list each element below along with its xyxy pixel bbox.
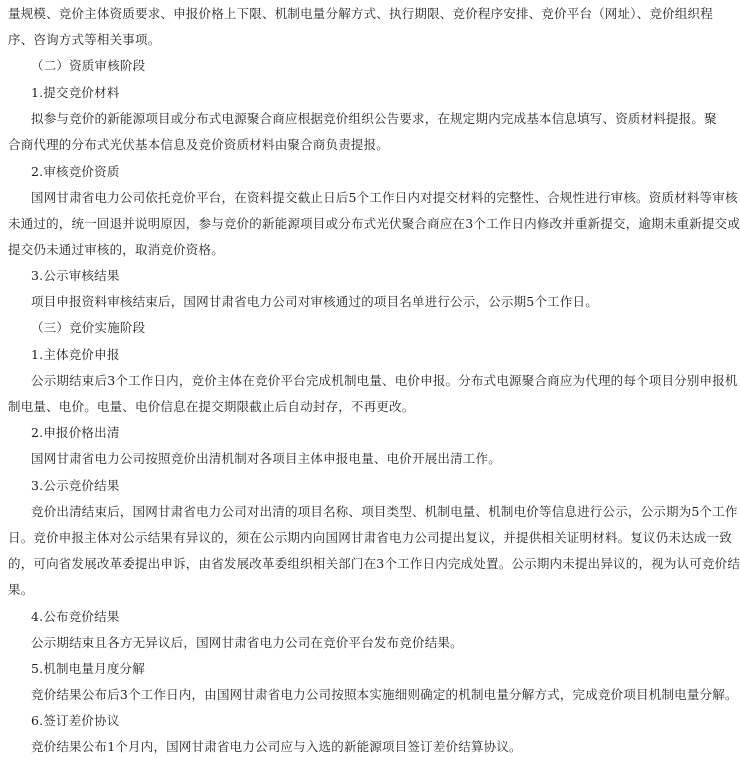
section-heading: （二）资质审核阶段 — [31, 58, 146, 73]
paragraph-line: 合商代理的分布式光伏基本信息及竞价资质材料由聚合商负责提报。 — [8, 137, 390, 152]
subsection-heading: 2.审核竞价资质 — [31, 164, 120, 179]
paragraph-line: 项目申报资料审核结束后，国网甘肃省电力公司对审核通过的项目名单进行公示，公示期5个工作日。 — [31, 294, 598, 309]
subsection-heading: 6.签订差价协议 — [31, 713, 120, 728]
paragraph-line: 拟参与竞价的新能源项目或分布式电源聚合商应根据竞价组织公告要求，在规定期内完成基本信息填写、资质材料提报。聚 — [31, 111, 717, 126]
paragraph-line: 日。竞价申报主体对公示结果有异议的，须在公示期内向国网甘肃省电力公司提出复议，并提供相关证明材料。复议仍未达成一致 — [8, 530, 732, 545]
subsection-heading: 1.提交竞价材料 — [31, 85, 120, 100]
paragraph-line: 未通过的，统一回退并说明原因，参与竞价的新能源项目或分布式光伏聚合商应在3个工作日内修改并重新提交，逾期未重新提交或 — [8, 216, 740, 231]
paragraph-line: 提交仍未通过审核的，取消竞价资格。 — [8, 242, 224, 257]
paragraph-line: 竞价出清结束后，国网甘肃省电力公司对出清的项目名称、项目类型、机制电量、机制电价等信息进行公示，公示期为5个工作 — [31, 504, 738, 519]
paragraph-line: 国网甘肃省电力公司依托竞价平台，在资料提交截止日后5个工作日内对提交材料的完整性、合规性进行审核。资质材料等审核 — [31, 190, 738, 205]
paragraph-line: 竞价结果公布后3个工作日内，由国网甘肃省电力公司按照本实施细则确定的机制电量分解方式，完成竞价项目机制电量分解。 — [31, 687, 738, 702]
subsection-heading: 3.公示审核结果 — [31, 268, 120, 283]
paragraph-line: 果。 — [8, 582, 34, 597]
subsection-heading: 3.公示竞价结果 — [31, 478, 120, 493]
paragraph-line: 的，可向省发展改革委提出申诉，由省发展改革委组织相关部门在3个工作日内完成处置。公示期内未提出异议的，视为认可竞价结 — [8, 556, 740, 571]
paragraph-line: 制电量、电价。电量、电价信息在提交期限截止后自动封存，不再更改。 — [8, 399, 415, 414]
paragraph-line: 公示期结束且各方无异议后，国网甘肃省电力公司在竞价平台发布竞价结果。 — [31, 635, 463, 650]
section-heading: （三）竞价实施阶段 — [31, 320, 146, 335]
subsection-heading: 2.申报价格出清 — [31, 425, 120, 440]
paragraph-line: 国网甘肃省电力公司按照竞价出清机制对各项目主体申报电量、电价开展出清工作。 — [31, 451, 501, 466]
paragraph-line: 公示期结束后3个工作日内，竞价主体在竞价平台完成机制电量、电价申报。分布式电源聚合商应为代理的每个项目分别申报机 — [31, 373, 738, 388]
paragraph-line: 序、咨询方式等相关事项。 — [8, 32, 161, 47]
paragraph-line: 量规模、竞价主体资质要求、申报价格上下限、机制电量分解方式、执行期限、竞价程序安排、竞价平台（网址）、竞价组织程 — [8, 6, 713, 21]
subsection-heading: 5.机制电量月度分解 — [31, 661, 145, 676]
subsection-heading: 1.主体竞价申报 — [31, 347, 120, 362]
paragraph-line: 竞价结果公布1个月内，国网甘肃省电力公司应与入选的新能源项目签订差价结算协议。 — [31, 739, 522, 754]
subsection-heading: 4.公布竞价结果 — [31, 609, 120, 624]
